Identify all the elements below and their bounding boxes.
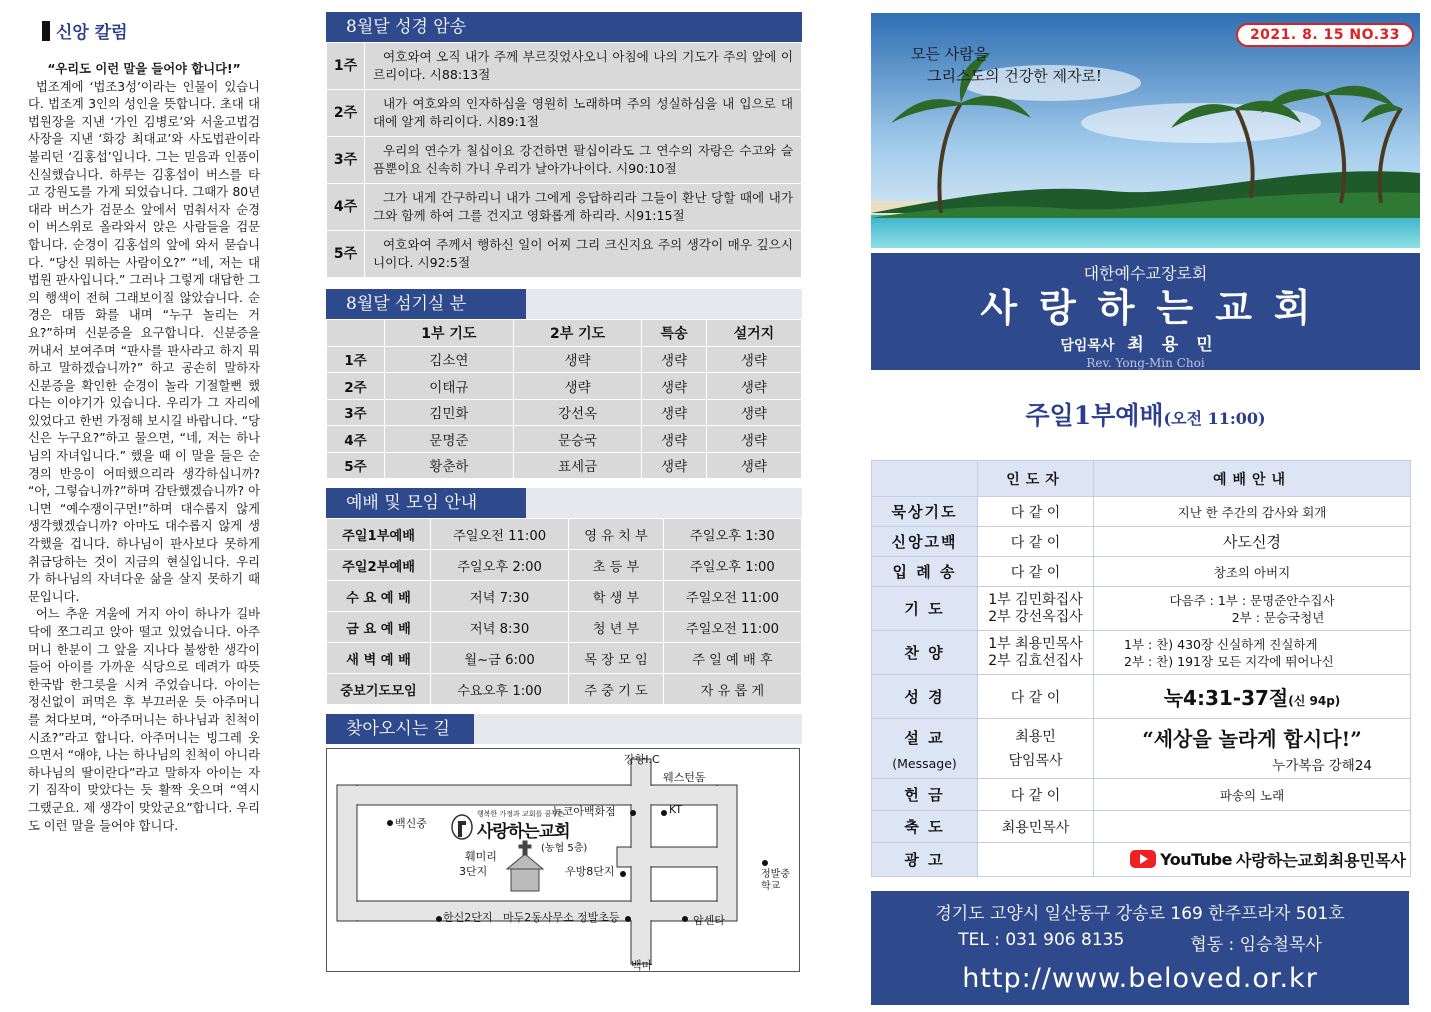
table-row: 4주 문명준 문승국 생략 생략 bbox=[327, 426, 802, 453]
table-row: 입 례 송 다 같 이 창조의 아버지 bbox=[872, 557, 1411, 587]
table-row: 성 경 다 같 이 눅4:31-37절(신 94p) bbox=[872, 675, 1411, 719]
table-row: 축 도 최용민목사 bbox=[872, 811, 1411, 843]
table-row: 묵상기도 다 같 이 지난 한 주간의 감사와 회개 bbox=[872, 497, 1411, 527]
map-label: 백신중 bbox=[395, 817, 427, 830]
church-slogan: 모든 사람을 그리스도의 건강한 제자로! bbox=[911, 45, 1102, 85]
essay bbox=[28, 61, 260, 835]
table-row: 찬 양 1부 최용민목사 2부 김효선집사 1부 : 찬) 430장 신실하게 진실하게 2부 : 찬) 191장 모든 지각에 뛰어나신 bbox=[872, 631, 1411, 675]
denomination: 대한예수교장로회 bbox=[1083, 264, 1208, 283]
church-name: 사랑하는교회 bbox=[980, 286, 1333, 330]
sermon-series: 누가복음 강해24 bbox=[1272, 758, 1372, 774]
essay-paragraph: 어느 추운 겨울에 거지 아이 하나가 길바닥에 쪼그리고 앉아 떨고 있었습니다. 아주머니 한분이 그 앞을 지나다 불쌍한 생각이 들어 아이를 가까운 식당으로 데려가 따뜻한국밥 한그릇을 시켜 주었습니다. 아이는 정신없이 퍼먹은 후 부끄러운 듯 아주머니를 쳐다보며, “아주머니는 하나님과 친척이시죠?”라고 합니다. 아주머니는 빙그레 웃으면서 “얘야, 나는 하나님의 친척이 아니라 하나님의 딸이란다”라고 말하자 아이는 자기 짐작이 맞았다는 듯 활짝 웃으며 “역시 그랬군요. 제 생각이 맞았군요”합니다. 우리도 이런 말을 들어야 합니다. bbox=[28, 607, 260, 833]
church-phone: TEL : 031 906 8135 bbox=[958, 930, 1125, 950]
church-address: 경기도 고양시 일산동구 강송로 169 한주프라자 501호 bbox=[935, 904, 1345, 924]
map-label: 백마 bbox=[631, 959, 653, 972]
table-row: 5주 황춘하 표세금 생략 생략 bbox=[327, 452, 802, 479]
table-row: 1주 여호와여 오직 내가 주께 부르짖었사오니 아침에 나의 기도가 주의 앞에 이르리이다. 시88:13절 bbox=[327, 43, 802, 90]
worship-time: (오전 11:00) bbox=[1163, 409, 1266, 428]
church-building-icon bbox=[507, 841, 543, 891]
directions-section-title: 찾아오시는 길 bbox=[326, 714, 802, 744]
sermon-title: “세상을 놀라게 합시다!” bbox=[1142, 727, 1362, 751]
table-row: 2주 내가 여호와의 인자하심을 영원히 노래하며 주의 성실하심을 내 입으로 대대에 알게 하리이다. 시89:1절 bbox=[327, 90, 802, 137]
worship-order-table bbox=[871, 460, 1411, 877]
table-row: 설 교 (Message) 최용민 담임목사 “세상을 놀라게 합시다!” 누가복음 강해24 bbox=[872, 719, 1411, 779]
table-row: 금 요 예 배 저녁 8:30 청 년 부 주일오전 11:00 bbox=[327, 612, 802, 643]
meetings-table bbox=[326, 518, 802, 705]
table-row: 2주 이태규 생략 생략 생략 bbox=[327, 373, 802, 400]
table-row: 4주 그가 내게 간구하리니 내가 그에게 응답하리라 그들이 환난 당할 때에 내가 그와 함께 하여 그를 건지고 영화롭게 하리라. 시91:15절 bbox=[327, 184, 802, 231]
beach-banner bbox=[871, 13, 1420, 248]
table-row: 광 고 YouTube 사랑하는교회최용민목사 bbox=[872, 843, 1411, 877]
info-column bbox=[326, 12, 802, 972]
table-row: 수 요 예 배 저녁 7:30 학 생 부 주일오전 11:00 bbox=[327, 581, 802, 612]
map-label: 3단지 bbox=[459, 865, 488, 878]
road-map-drawing bbox=[327, 749, 799, 971]
map-label: 마두2동사무소 bbox=[503, 911, 574, 924]
servers-section-title: 8월달 섬기실 분 bbox=[326, 289, 802, 319]
table-row: 5주 여호와여 주께서 행하신 일이 어찌 그리 크신지요 주의 생각이 매우 깊으시니이다. 시92:5절 bbox=[327, 231, 802, 278]
map-label: 암센타 bbox=[693, 914, 725, 927]
pastor-line: 담임목사 최용민 bbox=[1060, 335, 1231, 355]
memory-section-title: 8월달 성경 암송 bbox=[326, 12, 802, 42]
directions-map bbox=[326, 748, 800, 972]
memory-verse-table bbox=[326, 42, 802, 278]
church-logo-icon bbox=[452, 815, 472, 839]
table-row: 신앙고백 다 같 이 사도신경 bbox=[872, 527, 1411, 557]
assistant-pastor: 협동 : 임승철목사 bbox=[1190, 935, 1322, 955]
table-row: 주일1부예배 주일오전 11:00 영 유 치 부 주일오후 1:30 bbox=[327, 519, 802, 550]
table-row: 3주 김민화 강선옥 생략 생략 bbox=[327, 399, 802, 426]
scripture-reference: 눅4:31-37절 bbox=[1163, 686, 1289, 710]
pastor-name: 최용민 bbox=[1127, 335, 1231, 355]
table-row: 헌 금 다 같 이 파송의 노래 bbox=[872, 779, 1411, 811]
servers-table bbox=[326, 319, 802, 479]
map-label: 정발중학교 bbox=[761, 869, 790, 892]
map-label: (농협 5층) bbox=[541, 843, 588, 854]
youtube-channel-link[interactable]: YouTube 사랑하는교회최용민목사 bbox=[1130, 848, 1406, 871]
essay-headline: “우리도 이런 말을 들어야 합니다!” bbox=[47, 62, 241, 76]
essay-paragraph: 법조계에 ‘법조3성’이라는 인물이 있습니다. 법조계 3인의 성인을 뜻합니다. 초대 대법원장을 지낸 ‘가인 김병로’와 서울고법검사장을 지낸 ‘화강 최대교’와 사도법관이라 불리던 ‘김홍섭’입니다. 그는 믿음과 인품이 신실했습니다. 하루는 김홍섭이 버스를 타고 강원도를 가게 되었습니다. 그때가 80년대라 버스가 검문소 앞에서 멈춰서자 순경이 버스위로 올라와서 앉은 사람들을 검문합니다. 순경이 김홍섭의 앞에 와서 묻습니다. “당신 뭐하는 사람이오?” “네, 저는 대법원 판사입니다.” 그러나 그렇게 대답한 그의 행색이 전혀 그래보이질 않았습니다. 순경은 대뜸 화를 내며 “누구 놀리는 거요?”하며 신분증을 요구합니다. 신분증을 꺼내서 보여주며 “판사를 판사라고 하지 뭐하고 말하겠습니까?” 하고 공손히 말하자 신분증을 확인한 순경이 놀라 기절할뻔 했다는 이야기가 있습니다. 우리가 그 자리에 있었다고 한번 가정해 보시길 바랍니다. “당신은 누구요?”하고 물으면, “네, 저는 하나님의 자녀입니다.” 했을 때 이 말을 들은 순경의 반응이 어떠했으리라 생각하십니까? “아, 그렇습니까?”하며 감탄했겠습니까? 아니면 “예수쟁이구먼!”하며 대수롭지 않게 생각했겠습니까? 아마도 대수롭지 않게 생각했을 겁니다. 하나님이 판사보다 못하게 취급당하는 것이 지금의 현실입니다. 우리가 하나님의 자녀다운 삶을 살지 못하기 때문입니다. bbox=[28, 79, 260, 604]
map-label: 행복한 가정과 교회를 꿈꾸는 bbox=[477, 810, 565, 818]
website-link[interactable]: http://www.beloved.or.kr bbox=[962, 963, 1318, 994]
contact-box bbox=[871, 891, 1409, 1005]
meetings-section-title: 예배 및 모임 안내 bbox=[326, 488, 802, 518]
table-header-row: 1부 기도 2부 기도 특송 설거지 bbox=[327, 320, 802, 347]
church-header bbox=[871, 253, 1420, 370]
worship-title: 주일1부예배(오전 11:00) bbox=[1025, 401, 1266, 430]
map-label: 우방8단지 bbox=[565, 865, 615, 878]
map-label: 훼미리 bbox=[465, 850, 497, 863]
table-header-row: 인도자 예배안내 bbox=[872, 461, 1411, 497]
map-label: 정발초등 bbox=[577, 911, 620, 924]
map-label: 한신2단지 bbox=[443, 911, 493, 924]
map-church-name: 사랑하는교회 bbox=[477, 822, 570, 842]
map-label: KT bbox=[669, 803, 683, 816]
map-label: 뉴코아백화점 bbox=[552, 805, 616, 818]
column-title: 신앙 칼럼 bbox=[42, 18, 260, 43]
table-row: 주일2부예배 주일오후 2:00 초 등 부 주일오후 1:00 bbox=[327, 550, 802, 581]
table-row: 기 도 1부 김민화집사 2부 강선옥집사 다음주 : 1부 : 문명준안수집사 2부 : 문승국청년 bbox=[872, 587, 1411, 631]
table-row: 중보기도모임 수요오후 1:00 주 중 기 도 자 유 롭 게 bbox=[327, 674, 802, 705]
table-row: 3주 우리의 연수가 칠십이요 강건하면 팔십이라도 그 연수의 자랑은 수고와 슬픔뿐이요 신속히 가니 우리가 날아가나이다. 시90:10절 bbox=[327, 137, 802, 184]
map-label: 장항I.C bbox=[624, 753, 660, 766]
youtube-icon bbox=[1130, 850, 1156, 868]
issue-date-badge: 2021. 8. 15 NO.33 bbox=[1236, 23, 1414, 47]
table-row: 새 벽 예 배 월~금 6:00 목 장 모 임 주 일 예 배 후 bbox=[327, 643, 802, 674]
faith-column bbox=[28, 18, 260, 998]
front-column bbox=[871, 13, 1420, 1005]
table-row: 1주 김소연 생략 생략 생략 bbox=[327, 346, 802, 373]
pastor-english-name: Rev. Yong-Min Choi bbox=[1086, 356, 1205, 370]
title-bar-icon bbox=[42, 21, 50, 41]
map-label: 웨스턴돔 bbox=[663, 771, 706, 784]
